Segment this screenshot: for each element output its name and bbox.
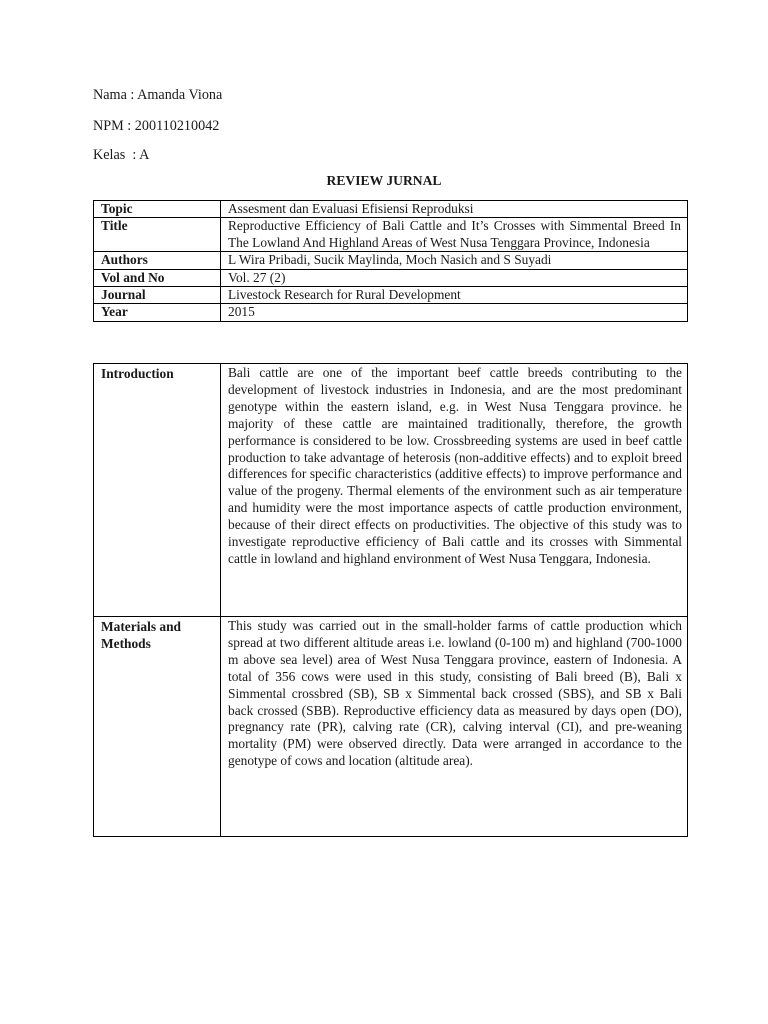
student-name: Nama : Amanda Viona [93, 87, 223, 103]
volume-label: Vol and No [94, 269, 221, 286]
student-class: Kelas : A [93, 147, 150, 163]
year-label: Year [94, 304, 221, 321]
journal-label: Journal [94, 287, 221, 304]
table-row-introduction [94, 364, 688, 617]
introduction-label: Introduction [94, 364, 221, 617]
journal-value: Livestock Research for Rural Development [221, 287, 688, 304]
volume-value: Vol. 27 (2) [221, 269, 688, 286]
review-content-table [93, 363, 688, 837]
table-row-title [94, 218, 688, 252]
authors-label: Authors [94, 252, 221, 269]
student-npm: NPM : 200110210042 [93, 118, 220, 134]
year-value: 2015 [221, 304, 688, 321]
methods-label: Materials and Methods [94, 617, 221, 837]
table-row-journal [94, 287, 688, 304]
topic-value: Assesment dan Evaluasi Efisiensi Reproduksi [221, 201, 688, 218]
document-title: REVIEW JURNAL [326, 173, 442, 188]
table-row-methods [94, 617, 688, 837]
authors-value: L Wira Pribadi, Sucik Maylinda, Moch Nasich and S Suyadi [221, 252, 688, 269]
title-label: Title [94, 218, 221, 252]
introduction-text: Bali cattle are one of the important beef cattle breeds contributing to the development of livestock industries in Indonesia, and are the most predominant genotype within the eastern island, e.g. in West Nusa Tenggara province. he majority of these cattle are maintained traditionally, therefore, the growth performance is considered to be low. Crossbreeding systems are used in beef cattle production to take advantage of heterosis (non-additive effects) and to exploit breed differences for specific characteristics (additive effects) to improve performance and value of the progeny. Thermal elements of the environment such as air temperature and humidity were the most importance aspects of cattle production environment, because of their direct effects on productivities. The objective of this study was to investigate reproductive efficiency of Bali cattle and its crosses with Simmental cattle in lowland and highland environment of West Nusa Tenggara, Indonesia. [221, 364, 688, 617]
table-row-volume [94, 269, 688, 286]
table-row-topic [94, 201, 688, 218]
journal-info-table [93, 200, 688, 322]
table-row-authors [94, 252, 688, 269]
topic-label: Topic [94, 201, 221, 218]
methods-text: This study was carried out in the small-holder farms of cattle production which spread at two different altitude areas i.e. lowland (0-100 m) and highland (700-1000 m above sea level) area of West Nusa Tenggara province, eastern of Indonesia. A total of 356 cows were used in this study, consisting of Bali breed (B), Bali x Simmental crossbred (SB), SB x Simmental back crossed (SBS), and SB x Bali back crossed (SBB). Reproductive efficiency data as measured by days open (DO), pregnancy rate (PR), calving rate (CR), calving interval (CI), and pre-weaning mortality (PM) were observed directly. Data were arranged in accordance to the genotype of cows and location (altitude area). [221, 617, 688, 837]
table-row-year [94, 304, 688, 321]
title-value: Reproductive Efficiency of Bali Cattle and It’s Crosses with Simmental Breed In The Lowland And Highland Areas of West Nusa Tenggara Province, Indonesia [221, 218, 688, 252]
